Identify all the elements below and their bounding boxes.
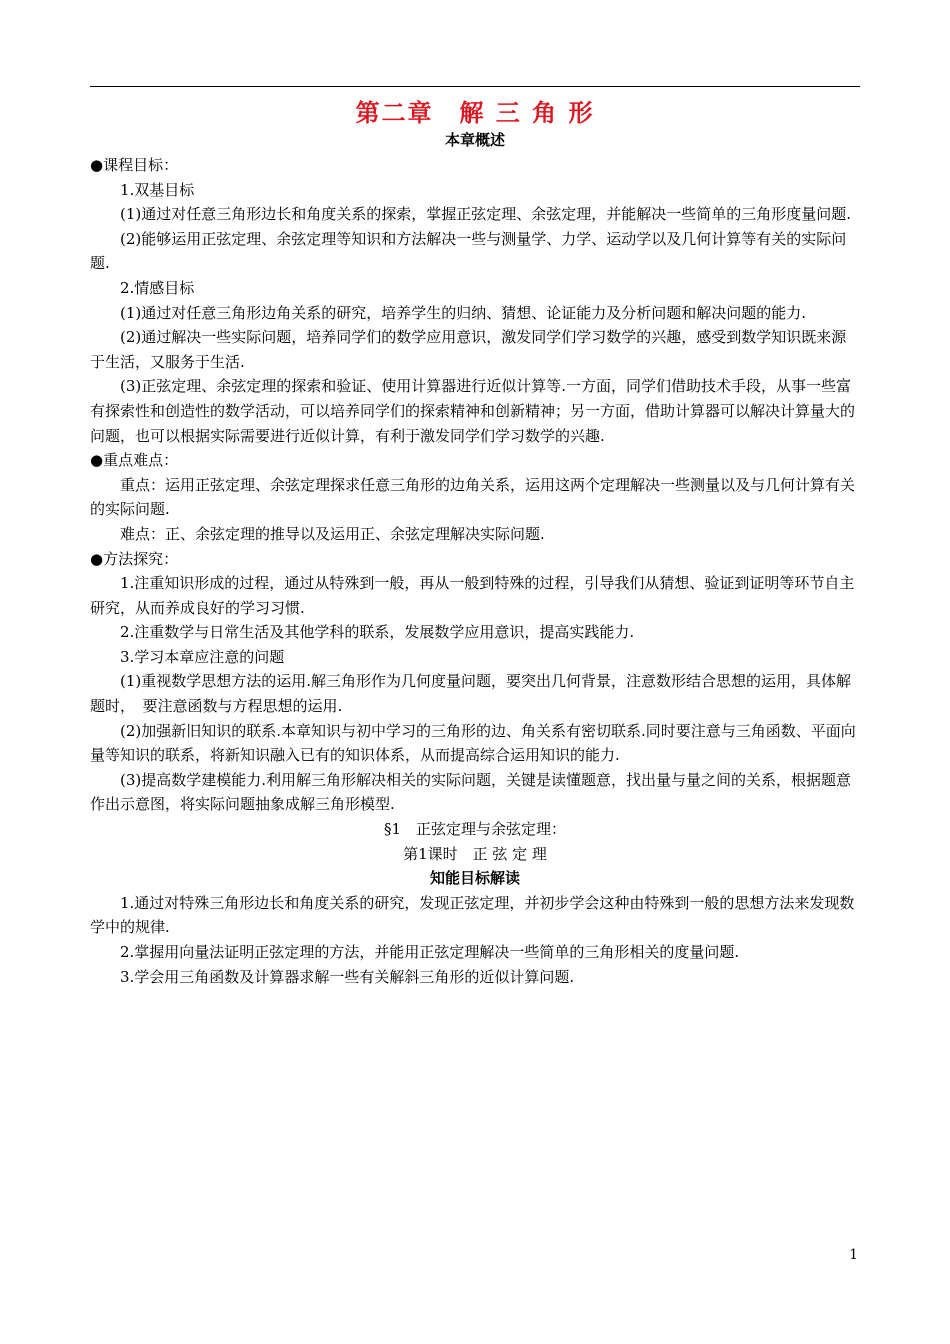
methods-m1: 1.注重知识形成的过程，通过从特殊到一般，再从一般到特殊的过程，引导我们从猜想、验证到证明等环节自主研究，从而养成良好的学习习惯. — [90, 574, 855, 617]
methods-heading: ●方法探究： — [90, 549, 179, 568]
keypoints-difficult: 难点：正、余弦定理的推导以及运用正、余弦定理解决实际问题. — [120, 524, 545, 543]
bullet-icon: ● — [90, 156, 104, 174]
goals-heading: ●课程目标： — [90, 156, 179, 174]
goals-item2-title: 2.情感目标 — [120, 278, 195, 297]
keypoints-key: 重点：运用正弦定理、余弦定理探求任意三角形的边角关系，运用这两个定理解决一些测量以及与几何计算有关的实际问题. — [90, 475, 856, 519]
goals-item1-p1: (1)通过对任意三角形边长和角度关系的探索，掌握正弦定理、余弦定理，并能解决一些简单的三角形度量问题. — [120, 205, 852, 224]
bullet-icon: ● — [90, 451, 104, 470]
methods-m3-p3: (3)提高数学建模能力.利用解三角形解决相关的实际问题，关键是读懂题意，找出量与量之间的关系，根据题意作出示意图，将实际问题抽象成解三角形模型. — [90, 770, 852, 814]
header-rule — [90, 86, 860, 87]
objectives-heading: 知能目标解读 — [429, 869, 520, 888]
methods-m3-p1: (1)重视数学思想方法的运用.解三角形作为几何度量问题，要突出几何背景，注意数形结合思想的运用，具体解题时， 要注意函数与方程思想的运用. — [90, 672, 852, 716]
page-content — [90, 153, 860, 989]
page-number: 1 — [849, 1247, 858, 1263]
goals-item2-p2: (2)通过解决一些实际问题，培养同学们的数学应用意识，激发同学们学习数学的兴趣，感受到数学知识既来源于生活，又服务于生活. — [90, 328, 847, 371]
goals-item2-p1: (1)通过对任意三角形边角关系的研究，培养学生的归纳、猜想、论证能力及分析问题和解决问题的能力. — [120, 303, 807, 322]
goals-item2-p3: (3)正弦定理、余弦定理的探索和验证、使用计算器进行近似计算等.一方面，同学们借助技术手段，从事一些富有探索性和创造性的数学活动，可以培养同学们的探索精神和创新精神；另一方面，借助计算器可以解决计算量大的问题，也可以根据实际需要进行近似计算，有利于激发同学们学习数学的兴趣. — [90, 377, 856, 445]
goals-item1-title: 1.双基目标 — [120, 180, 195, 199]
chapter-title: 第二章 解 三 角 形 — [355, 99, 595, 127]
objective-2: 2.掌握用向量法证明正弦定理的方法，并能用正弦定理解决一些简单的三角形相关的度量问题. — [120, 943, 740, 961]
overview-heading: 本章概述 — [444, 131, 505, 149]
lesson-period-title: 第1课时 正 弦 定 理 — [403, 844, 547, 863]
objective-3: 3.学会用三角函数及计算器求解一些有关解斜三角形的近似计算问题. — [120, 967, 575, 986]
methods-m2: 2.注重数学与日常生活及其他学科的联系，发展数学应用意识，提高实践能力. — [120, 623, 635, 642]
methods-m3-p2: (2)加强新旧知识的联系.本章知识与初中学习的三角形的边、角关系有密切联系.同时要注意与三角函数、平面向量等知识的联系，将新知识融入已有的知识体系，从而提高综合运用知识的能力. — [90, 721, 856, 765]
objective-1: 1.通过对特殊三角形边长和角度关系的研究，发现正弦定理，并初步学会这种由特殊到一般的思想方法来发现数学中的规律. — [90, 893, 855, 937]
keypoints-heading: ●重点难点： — [90, 451, 179, 470]
methods-m3: 3.学习本章应注意的问题 — [120, 647, 285, 666]
bullet-icon: ● — [90, 549, 104, 568]
goals-item1-p2: (2)能够运用正弦定理、余弦定理等知识和方法解决一些与测量学、力学、运动学以及几何计算等有关的实际问题. — [90, 229, 847, 273]
lesson-section-title: §1 正弦定理与余弦定理： — [383, 820, 567, 839]
